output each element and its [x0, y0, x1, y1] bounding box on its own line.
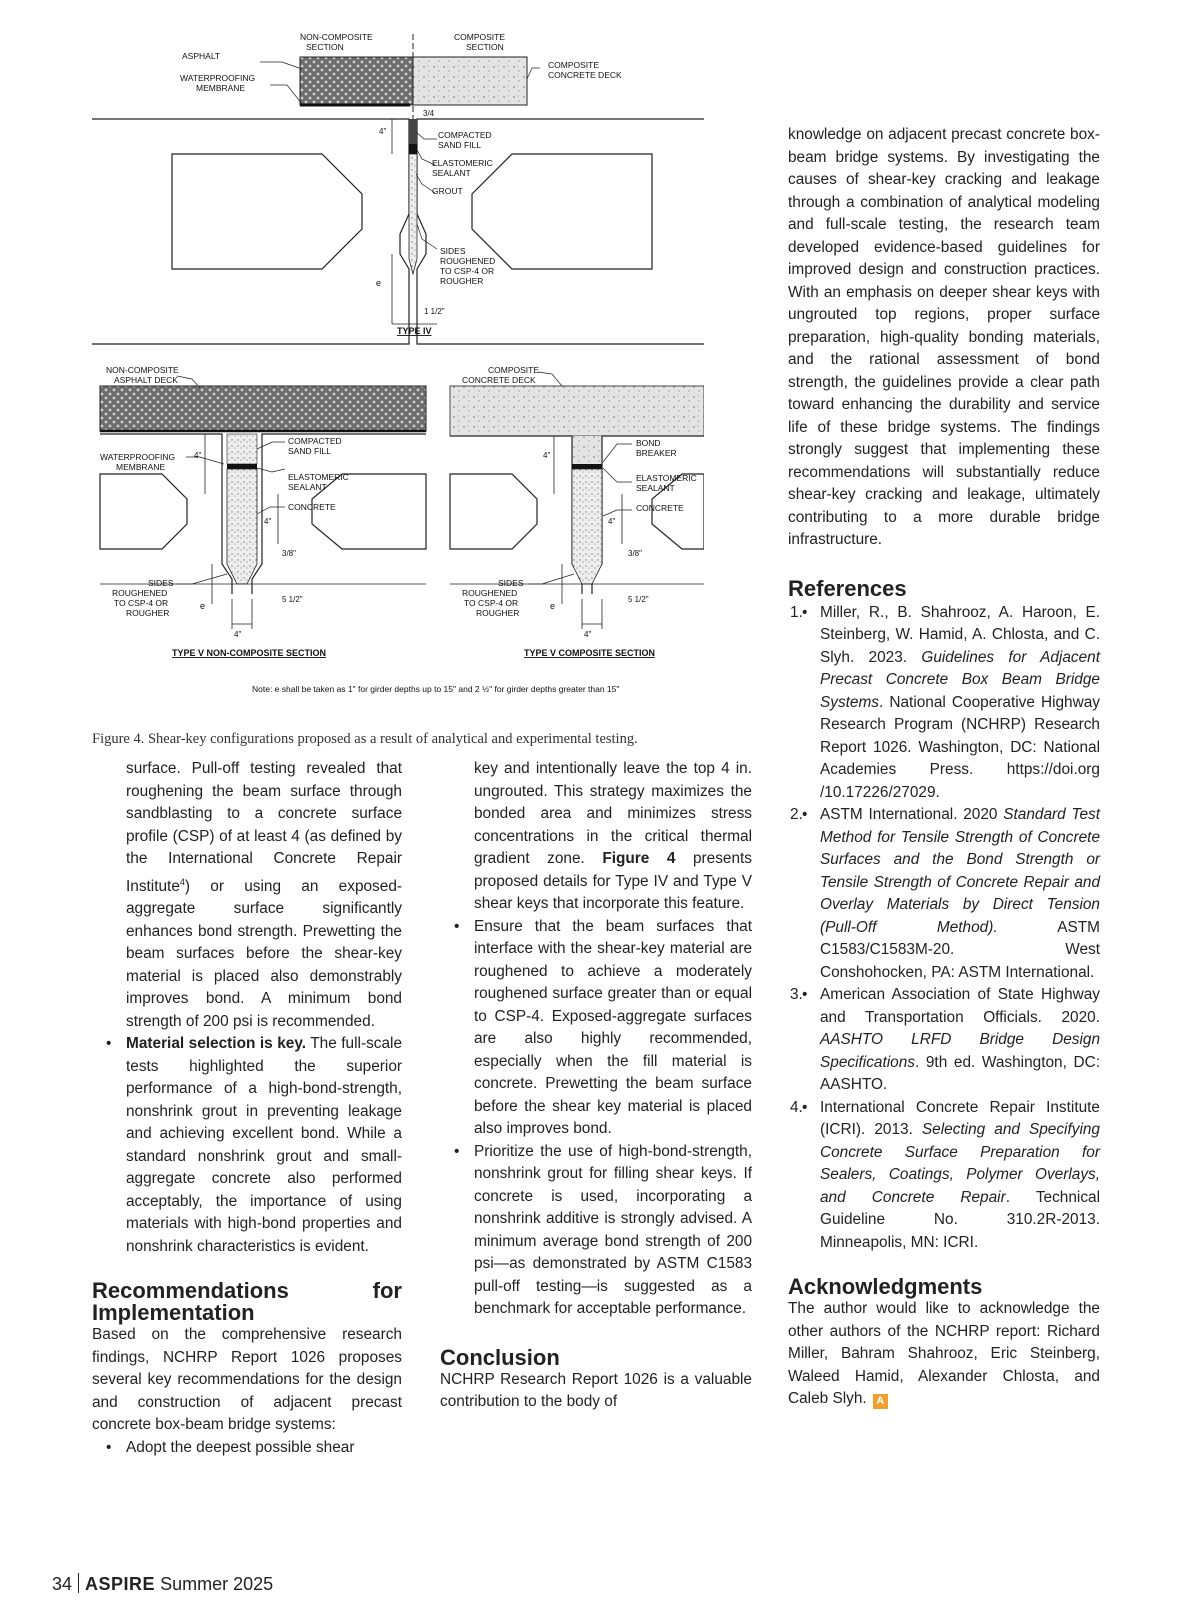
type-v-nc-sides-3: TO CSP-4 OR — [114, 598, 169, 608]
type-iv-label-grout: GROUT — [432, 186, 463, 196]
type-v-nc-sides-4: ROUGHER — [126, 608, 170, 618]
type-v-c-dim-4b: 4" — [608, 517, 616, 526]
references-list — [788, 602, 1100, 1255]
col1-paragraph — [92, 758, 402, 1033]
acknowledgments-paragraph — [788, 1298, 1100, 1411]
type-v-composite-diagram — [450, 365, 704, 658]
col2-bullets — [440, 758, 752, 1321]
type-v-nc-sides-2: ROUGHENED — [112, 588, 168, 598]
reference-item — [788, 984, 1100, 1097]
col1-p1-end-text: ) or using an exposed-aggregate surface significantly enhances bond strength. Prewetting the beam surfaces before the shear-key material is placed also demonstrably improves bond. A minimum bond strength of 200 psi is recommended. — [126, 877, 402, 1030]
reference-item — [788, 1097, 1100, 1255]
bullet-prioritize-grout: • Prioritize the use of high-bond-strength, nonshrink grout for filling shear keys. If concrete is used, incorporating a nonshrink additive is strongly advised. A minimum average bond strength of 200 psi—as demonstrated by ASTM C1583 pull-off testing—is suggested as a benchmark for acceptable performance. — [440, 1141, 752, 1321]
reference-number: • 3. — [790, 986, 803, 1003]
reference-publisher: . Technical Guideline No. 310.2R-2013. Minneapolis, MN: ICRI. — [820, 1188, 1100, 1251]
reference-publisher: . 9th ed. Washington, DC: AASHTO. — [820, 1053, 1100, 1093]
type-v-nc-sand-2: SAND FILL — [288, 446, 331, 456]
footer-divider — [78, 1573, 79, 1593]
type-v-c-dim-38: 3/8" — [628, 549, 642, 558]
type-v-c-title: TYPE V COMPOSITE SECTION — [524, 648, 656, 658]
page-footer — [52, 1573, 273, 1595]
reference-publisher: . National Cooperative Highway Research Program (NCHRP) Research Report 1026. Washington, DC: National Academies Press. https://doi.org /10.17226/27029. — [820, 693, 1100, 801]
type-iv-title: TYPE IV — [397, 326, 432, 336]
reference-authors: ASTM International. 2020 — [820, 806, 1004, 823]
figure-reference: Figure 4 — [602, 850, 676, 867]
heading-conclusion: Conclusion — [440, 1344, 560, 1370]
type-iv-dim-34: 3/4 — [423, 109, 435, 118]
type-v-nc-deck-1: NON-COMPOSITE — [106, 365, 179, 375]
aspire-end-mark-icon: A — [873, 1394, 888, 1409]
bullet-deepest-shear-key-cont — [440, 758, 752, 916]
type-iv-label-composite-1: COMPOSITE — [454, 32, 506, 42]
type-iv-label-sand-1: COMPACTED — [438, 130, 492, 140]
recommendations-paragraph: Based on the comprehensive research findings, NCHRP Report 1026 proposes several key recommendations for the design and construction of adjacent precast concrete box-beam bridge systems: — [92, 1326, 402, 1434]
type-iv-label-sealant-2: SEALANT — [432, 168, 471, 178]
heading-recommendations: Recommendations for Implementation — [92, 1278, 402, 1326]
type-iv-label-asphalt: ASPHALT — [182, 51, 221, 61]
acknowledgments-text: The author would like to acknowledge the other authors of the NCHRP report: Richard Miller, Bahram Shahrooz, Eric Steinberg, Waleed Hamid, Alexander Chlosta, and Caleb Slyh. — [788, 1300, 1100, 1407]
type-v-c-dim-e: e — [550, 601, 556, 611]
type-v-nc-dim-4b: 4" — [264, 517, 272, 526]
type-v-c-sealant-2: SEALANT — [636, 483, 675, 493]
type-v-c-dim-4w: 4" — [584, 630, 592, 639]
conclusion-continued: knowledge on adjacent precast concrete box-beam bridge systems. By investigating the causes of shear-key cracking and leakage through a combination of analytical modeling and full-scale testing, the research team developed evidence-based guidelines for improved design and construction practices. With an emphasis on deeper shear keys with ungrouted top regions, proper surface preparation, high-quality bonding materials, and the rational assessment of bond strength, the guidelines provide a clear path toward enhancing the durability and service life of these bridge systems. The findings strongly suggest that implementing these recommendations will substantially reduce shear-key cracking and leakage, ultimately contributing to a more durable bridge infrastructure. — [788, 126, 1100, 548]
reference-number: • 4. — [790, 1098, 803, 1116]
column-1 — [92, 758, 402, 1459]
heading-acknowledgments: Acknowledgments — [788, 1274, 983, 1299]
type-v-nc-concrete: CONCRETE — [288, 502, 336, 512]
reference-title: Standard Test Method for Tensile Strength of Concrete Surfaces and the Bond Strength or Tensile Strength of Concrete Repair and Overlay Materials by Direct Tension (Pull-Off Method). — [820, 806, 1100, 936]
reference-title: AASHTO LRFD Bridge Design Specifications — [820, 1031, 1100, 1071]
type-v-nc-dim-512: 5 1/2" — [282, 595, 303, 604]
footnote-ref: 4 — [179, 876, 185, 887]
column-3 — [788, 124, 1100, 1411]
conclusion-paragraph: NCHRP Research Report 1026 is a valuable contribution to the body of — [440, 1370, 752, 1410]
column-2 — [440, 758, 752, 1414]
type-v-nc-dim-38: 3/8" — [282, 549, 296, 558]
heading-references: References — [788, 575, 907, 601]
type-v-c-sides-3: TO CSP-4 OR — [464, 598, 519, 608]
reference-authors: Miller, R., B. Shahrooz, A. Haroon, E. Steinberg, W. Hamid, A. Chlosta, and C. Slyh. 2023. — [820, 603, 1100, 666]
bullet-material-selection — [92, 1033, 402, 1258]
type-v-c-breaker-2: BREAKER — [636, 448, 677, 458]
type-v-nc-waterproofing-2: MEMBRANE — [116, 462, 166, 472]
type-v-nc-sides-1: SIDES — [148, 578, 174, 588]
type-v-nc-dim-4w: 4" — [234, 630, 242, 639]
type-iv-label-sides-3: TO CSP-4 OR — [440, 266, 495, 276]
type-iv-label-sides-2: ROUGHENED — [440, 256, 496, 266]
figure-caption: Figure 4. Shear-key configurations proposed as a result of analytical and experimental testing. — [92, 731, 638, 747]
reference-number: • 1. — [790, 603, 803, 621]
shear-key-figure — [92, 24, 704, 724]
bullet-text: key and intentionally leave the top 4 in. ungrouted. This strategy maximizes the bonded area and minimizes stress concentrations in the critical thermal gradient zone. — [474, 760, 752, 867]
type-v-c-sides-4: ROUGHER — [476, 608, 520, 618]
reference-publisher: ASTM C1583/C1583M-20. West Conshohocken, PA: ASTM International. — [820, 918, 1100, 981]
type-iv-label-noncomposite-2: SECTION — [306, 42, 344, 52]
reference-title: Selecting and Specifying Concrete Surface Preparation for Sealers, Coatings, Polymer Overlays, and Concrete Repair — [820, 1121, 1100, 1206]
bullet-deepest-shear-key: • Adopt the deepest possible shear — [92, 1437, 402, 1460]
type-v-nc-waterproofing-1: WATERPROOFING — [100, 452, 176, 462]
bullet-text-end: presents proposed details for Type IV and Type V shear keys that incorporate this feature. — [474, 850, 753, 912]
type-v-nc-title: TYPE V NON-COMPOSITE SECTION — [172, 648, 327, 658]
type-v-nc-sealant-1: ELASTOMERIC — [288, 472, 349, 482]
bullet-bold-lead: Material selection is key. — [126, 1035, 307, 1053]
issue-label: Summer 2025 — [160, 1574, 274, 1594]
type-iv-label-waterproofing-1: WATERPROOFING — [180, 73, 256, 83]
type-iv-label-sides-1: SIDES — [440, 246, 466, 256]
type-iv-label-composite-2: SECTION — [466, 42, 504, 52]
reference-title: Guidelines for Adjacent Precast Concrete Box Beam Bridge Systems — [820, 648, 1100, 711]
recommendation-bullets — [92, 1437, 402, 1460]
reference-authors: International Concrete Repair Institute (ICRI). 2013. — [820, 1098, 1100, 1138]
type-iv-label-waterproofing-2: MEMBRANE — [196, 83, 246, 93]
type-v-nc-dim-4a: 4" — [194, 451, 202, 460]
reference-item — [788, 602, 1100, 805]
type-v-c-concrete: CONCRETE — [636, 503, 684, 513]
type-v-c-breaker-1: BOND — [636, 438, 661, 448]
type-iv-label-sides-4: ROUGHER — [440, 276, 484, 286]
type-iv-label-sealant-1: ELASTOMERIC — [432, 158, 493, 168]
type-iv-label-deck-2: CONCRETE DECK — [548, 70, 622, 80]
type-v-c-dim-512: 5 1/2" — [628, 595, 649, 604]
figure-note: Note: e shall be taken as 1" for girder depths up to 15" and 2 ½" for girder depths greater than 15" — [252, 684, 620, 694]
type-iv-dim-112: 1 1/2" — [424, 307, 445, 316]
reference-number: • 2. — [790, 806, 803, 823]
type-v-c-sides-2: ROUGHENED — [462, 588, 518, 598]
type-iv-label-sand-2: SAND FILL — [438, 140, 481, 150]
type-v-nc-deck-2: ASPHALT DECK — [114, 375, 178, 385]
type-v-c-sides-1: SIDES — [498, 578, 524, 588]
reference-item — [788, 804, 1100, 984]
type-v-c-sealant-1: ELASTOMERIC — [636, 473, 697, 483]
type-v-c-dim-4a: 4" — [543, 451, 551, 460]
bullet-text: The full-scale tests highlighted the superior performance of a high-bond-strength, nonshrink grout in preventing leakage and achieving excellent bond. While a standard nonshrink grout and small-aggregate concrete also performed acceptably, the importance of using materials with high-bond properties and nonshrink characteristics is evident. — [126, 1035, 402, 1255]
type-v-nc-sand-1: COMPACTED — [288, 436, 342, 446]
bullet-roughen-surfaces: • Ensure that the beam surfaces that interface with the shear-key material are roughened to achieve a moderately roughened surface greater than or equal to CSP-4. Exposed-aggregate surfaces are also highly recommended, especially when the fill material is concrete. Prewetting the beam surface before the shear key material is placed also improves bond. — [440, 916, 752, 1141]
type-v-c-deck-1: COMPOSITE — [488, 365, 540, 375]
type-iv-label-noncomposite-1: NON-COMPOSITE — [300, 32, 373, 42]
type-v-noncomposite-diagram — [100, 365, 426, 658]
type-iv-dim-e: e — [376, 278, 382, 288]
type-iv-label-deck-1: COMPOSITE — [548, 60, 600, 70]
reference-authors: American Association of State Highway and Transportation Officials. 2020. — [820, 986, 1100, 1026]
type-v-c-deck-2: CONCRETE DECK — [462, 375, 536, 385]
magazine-name: ASPIRE — [85, 1574, 156, 1594]
type-v-nc-dim-e: e — [200, 601, 206, 611]
type-iv-diagram — [92, 32, 704, 344]
page-number: 34 — [52, 1574, 73, 1594]
col1-p1-text: surface. Pull-off testing revealed that roughening the beam surface through sandblasting to a concrete surface profile (CSP) of at least 4 (as defined by the International Concrete Repair Institute — [126, 760, 402, 895]
col1-bullets — [92, 1033, 402, 1258]
type-iv-dim-4: 4" — [379, 127, 387, 136]
type-v-nc-sealant-2: SEALANT — [288, 482, 327, 492]
